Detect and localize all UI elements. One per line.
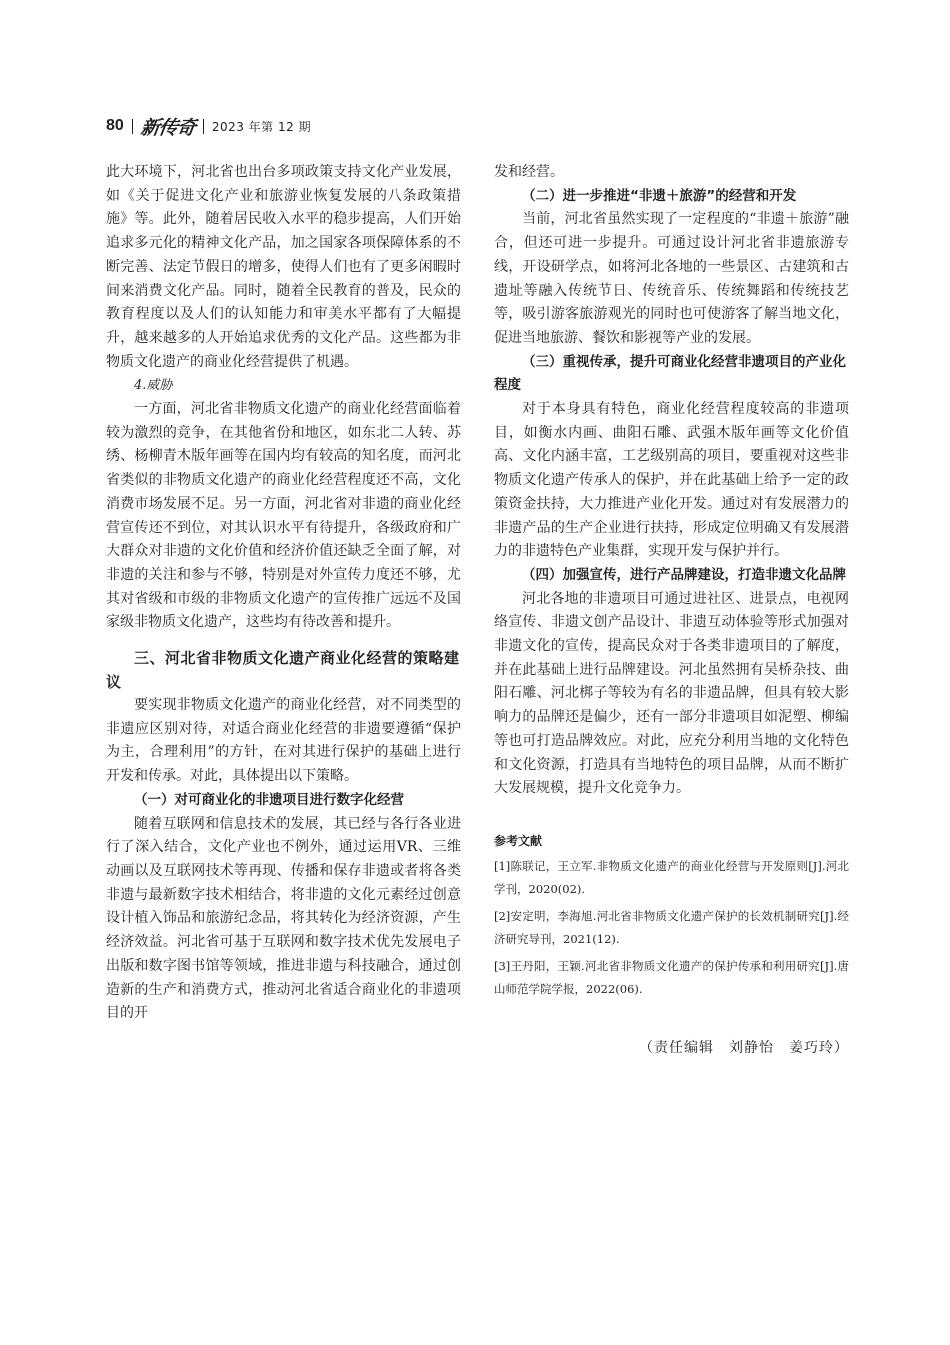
paragraph: 一方面，河北省非物质文化遗产的商业化经营面临着较为激烈的竞争，在其他省份和地区，如东北二人转、苏绣、杨柳青木版年画等在国内均有较高的知名度，而河北省类似的非物质文化遗产的商业化经营程度还不高，文化消费市场发展不足。另一方面，河北省对非遗的商业化经营宣传还不到位，对其认识水平有待提升，各级政府和广大群众对非遗的文化价值和经济价值还缺乏全面了解，对非遗的关注和参与不够，特别是对外宣传力度还不够，尤其对省级和市级的非物质文化遗产的宣传推广远远不及国家级非物质文化遗产，这些均有待改善和提升。: [106, 401, 461, 631]
references-title: 参考文献: [494, 833, 543, 848]
paragraph: 要实现非物质文化遗产的商业化经营，对不同类型的非遗应区别对待，对适合商业化经营的非遗要遵循“保护为主，合理利用”的方针，在对其进行保护的基础上进行开发和传承。对此，具体提出以下策略。: [106, 697, 461, 785]
heading: （二）进一步推进“非遗＋旅游”的经营和开发: [522, 187, 797, 204]
paragraph: 随着互联网和信息技术的发展，其已经与各行各业进行了深入结合，文化产业也不例外，通过运用VR、三维动画以及互联网技术等再现、传播和保存非遗或者将各类非遗与最新数字技术相结合，将非遗的文化元素经过创意设计植入饰品和旅游纪念品，将其转化为经济资源，产生经济效益。河北省可基于互联网和数字技术优先发展电子出版和数字图书馆等领域，推进非遗与科技融合，通过创造新的生产和消费方式，推动河北省适合商业化的非遗项目的开: [106, 815, 461, 1022]
paragraph: 当前，河北省虽然实现了一定程度的“非遗＋旅游”融合，但还可进一步提升。可通过设计河北省非遗旅游专线，开设研学点，如将河北各地的一些景区、古建筑和古遗址等融入传统节日、传统音乐、传统舞蹈和传统技艺等，吸引游客旅游观光的同时也可使游客了解当地文化，促进当地旅游、餐饮和影视等产业的发展。: [494, 211, 849, 346]
right-column: [494, 161, 849, 1057]
heading: （四）加强宣传，进行产品牌建设，打造非遗文化品牌: [522, 566, 846, 583]
paragraph: 此大环境下，河北省也出台多项政策支持文化产业发展，如《关于促进文化产业和旅游业恢复发展的八条政策措施》等。此外，随着居民收入水平的稳步提高，人们开始追求多元化的精神文化产品，加之国家各项保障体系的不断完善、法定节假日的增多，使得人们也有了更多闲暇时间来消费文化产品。同时，随着全民教育的普及，民众的教育程度以及人们的认知能力和审美水平都有了大幅提升，越来越多的人开始追求优秀的文化产品。这些都为非物质文化遗产的商业化经营提供了机遇。: [106, 164, 461, 370]
heading: （三）重视传承，提升可商业化经营非遗项目的产业化程度: [494, 353, 846, 394]
page-number: 80: [106, 117, 124, 134]
paragraph: 河北各地的非遗项目可通过进社区、进景点，电视网络宣传、非遗文创产品设计、非遗互动体验等形式加强对非遗文化的宣传，提高民众对于各类非遗项目的了解度，并在此基础上进行品牌建设。河北虽然拥有吴桥杂技、曲阳石雕、河北梆子等较为有名的非遗品牌，但具有较大影响力的品牌还是偏少，还有一部分非遗项目如泥塑、柳编等也可打造品牌效应。对此，应充分利用当地的文化特色和文化资源，打造具有当地特色的项目品牌，从而不断扩大发展规模，提升文化竞争力。: [494, 590, 849, 797]
editor-credit: （责任编辑 刘静怡 姜巧玲）: [639, 1039, 849, 1056]
header-divider: [203, 119, 204, 134]
running-header: [106, 114, 311, 138]
issue-label: 2023 年第 12 期: [211, 119, 312, 134]
left-column: [106, 161, 461, 1026]
section-title: 三、河北省非物质文化遗产商业化经营的策略建议: [106, 649, 460, 692]
journal-logo: 新传奇: [139, 116, 197, 139]
paragraph: 发和经营。: [494, 164, 564, 180]
reference-item: [1]陈联记，王立军.非物质文化遗产的商业化经营与开发原则[J].河北学刊，2020(02).: [494, 858, 849, 896]
subsection-title-threat: 4.威胁: [134, 378, 173, 394]
heading: （一）对可商业化的非遗项目进行数字化经营: [134, 791, 404, 808]
header-divider: [132, 119, 133, 134]
paragraph: 对于本身具有特色，商业化经营程度较高的非遗项目，如衡水内画、曲阳石雕、武强木版年画等文化价值高、文化内涵丰富，工艺级别高的项目，要重视对这些非物质文化遗产传承人的保护，并在此基础上给予一定的政策资金扶持，大力推进产业化开发。通过对有发展潜力的非遗产品的生产企业进行扶持，形成定位明确又有发展潜力的非遗特色产业集群，实现开发与保护并行。: [494, 401, 849, 560]
reference-item: [3]王丹阳，王颖.河北省非物质文化遗产的保护传承和利用研究[J].唐山师范学院学报，2022(06).: [494, 958, 849, 996]
reference-item: [2]安定明，李海旭.河北省非物质文化遗产保护的长效机制研究[J].经济研究导刊，2021(12).: [494, 908, 849, 946]
